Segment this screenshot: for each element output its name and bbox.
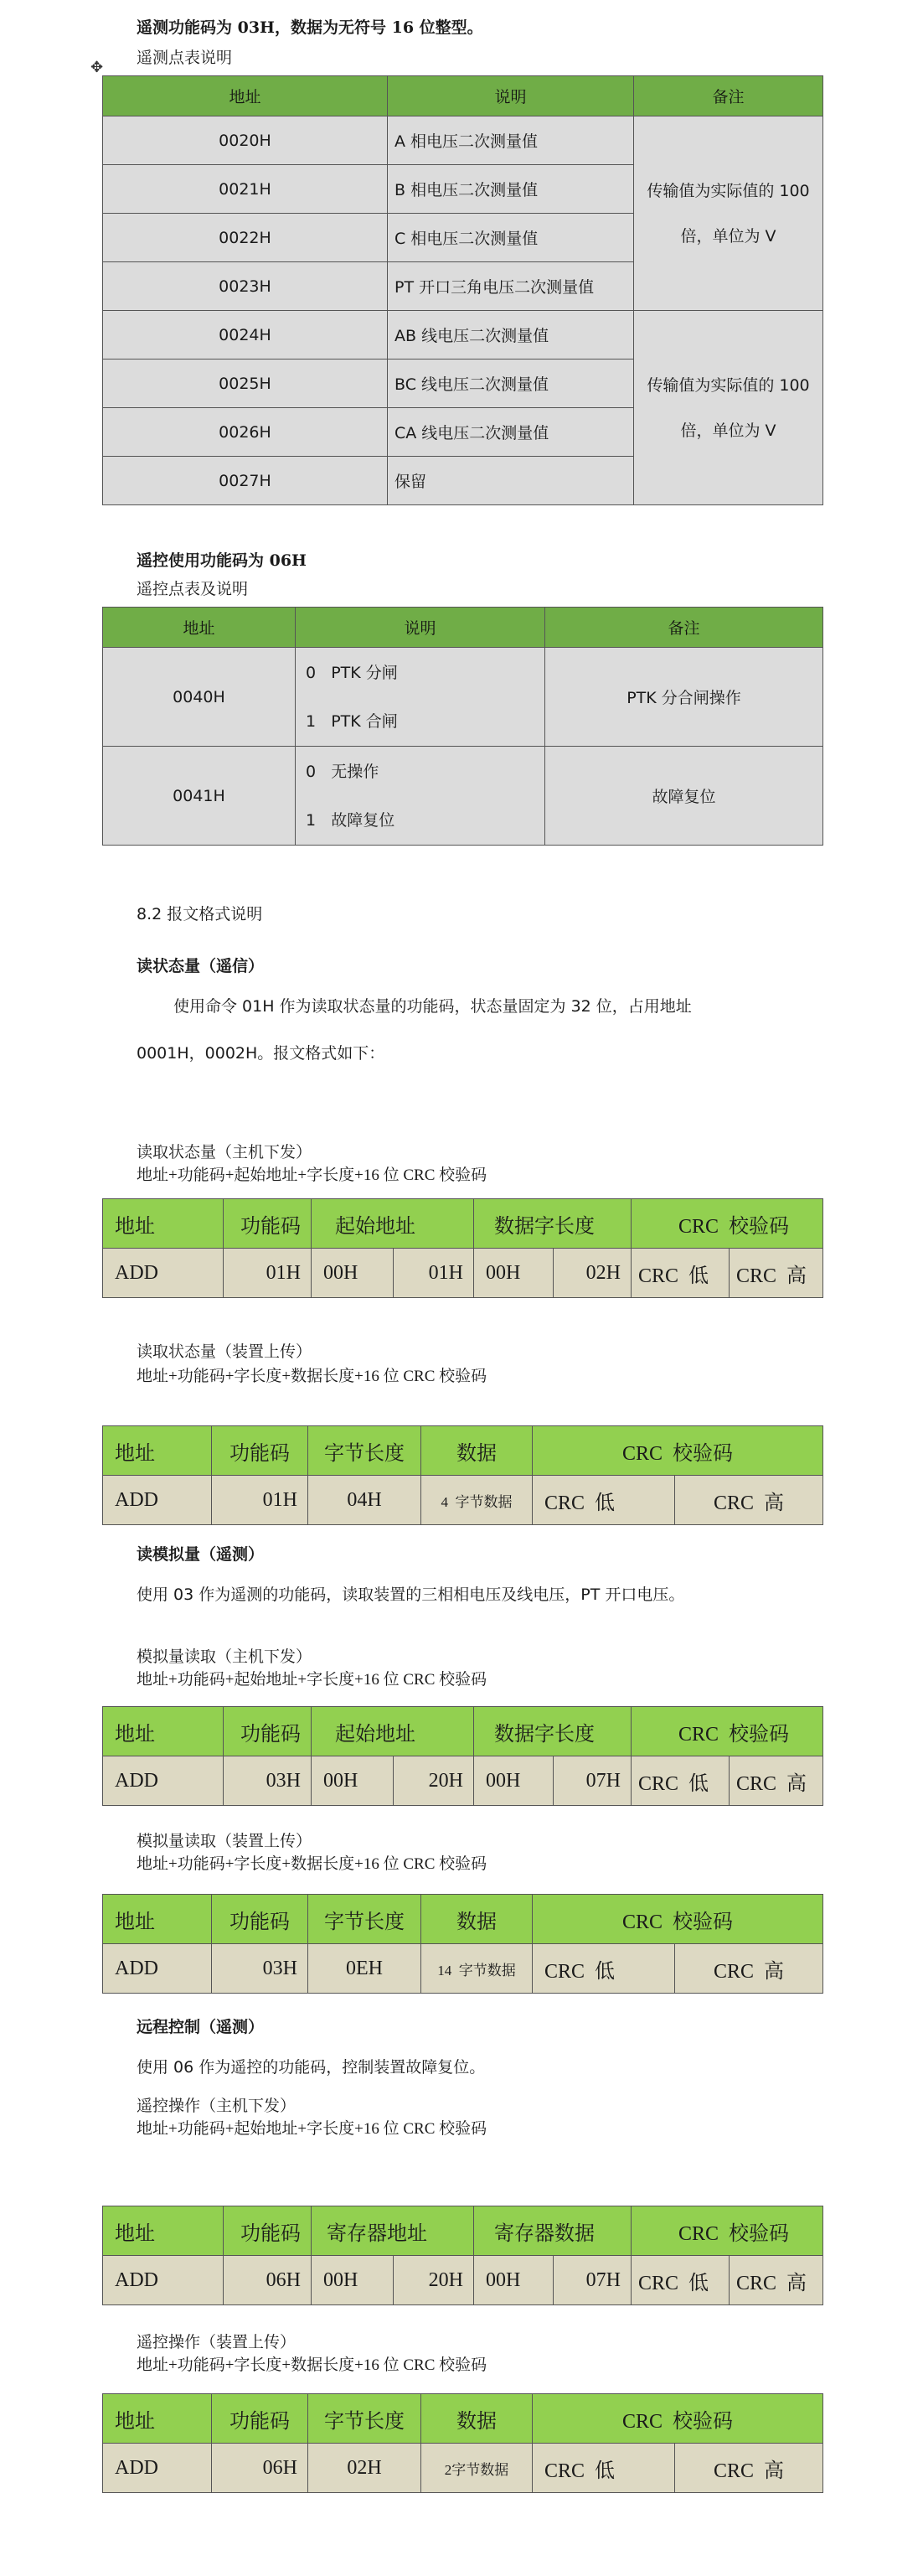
field-function-code: 功能码 xyxy=(224,1199,312,1249)
telemetry-subtitle: 遥测点表说明 xyxy=(137,49,233,67)
field-crc: CRC 校验码 xyxy=(533,2394,823,2444)
cell-description: AB 线电压二次测量值 xyxy=(388,311,634,360)
msg5-frame-table xyxy=(102,2206,823,2305)
table-row xyxy=(103,648,823,747)
field-data: 数据 xyxy=(421,2394,533,2444)
value-data: 14 字节数据 xyxy=(421,1944,533,1994)
field-function-code: 功能码 xyxy=(212,1895,308,1944)
move-handle-icon[interactable]: ✥ xyxy=(90,59,104,76)
field-data: 数据 xyxy=(421,1426,533,1476)
value-data: 4 字节数据 xyxy=(421,1476,533,1525)
value-crc-low: CRC 低 xyxy=(533,1476,675,1525)
value-start-address-hi: 00H xyxy=(312,1249,394,1298)
value-function-code: 01H xyxy=(224,1249,312,1298)
field-start-address: 起始地址 xyxy=(312,1707,474,1756)
value-address: ADD xyxy=(103,2256,224,2305)
msg2-caption-direction: 读取状态量（装置上传） xyxy=(137,1342,312,1361)
value-crc-low: CRC 低 xyxy=(533,1944,675,1994)
option-close: 1 PTK 合闸 xyxy=(306,711,398,731)
cell-description: PT 开口三角电压二次测量值 xyxy=(388,262,634,311)
field-address: 地址 xyxy=(103,1707,224,1756)
value-address: ADD xyxy=(103,1476,212,1525)
cell-remark: 传输值为实际值的 100 倍，单位为 V xyxy=(634,116,823,311)
remote-control-heading: 遥控使用功能码为 06H xyxy=(137,551,307,570)
value-register-address-lo: 20H xyxy=(394,2256,474,2305)
field-crc: CRC 校验码 xyxy=(632,1199,823,1249)
cell-description: 保留 xyxy=(388,457,634,505)
msg2-caption-format: 地址+功能码+字长度+数据长度+16 位 CRC 校验码 xyxy=(137,1368,487,1385)
msg6-caption-format: 地址+功能码+字长度+数据长度+16 位 CRC 校验码 xyxy=(137,2356,487,2374)
cell-description xyxy=(296,648,545,747)
cell-address: 0023H xyxy=(103,262,388,311)
telemetry-heading: 遥测功能码为 03H，数据为无符号 16 位整型。 xyxy=(137,18,483,37)
value-start-address-hi: 00H xyxy=(312,1756,394,1806)
value-byte-length: 04H xyxy=(308,1476,421,1525)
msg1-caption-direction: 读取状态量（主机下发） xyxy=(137,1143,312,1161)
read-status-paragraph-line1: 使用命令 01H 作为读取状态量的功能码，状态量固定为 32 位，占用地址 xyxy=(173,997,692,1016)
cell-description: A 相电压二次测量值 xyxy=(388,116,634,165)
msg6-frame-table xyxy=(102,2393,823,2493)
remote-paragraph: 使用 06 作为遥控的功能码，控制装置故障复位。 xyxy=(137,2058,486,2077)
field-word-length: 数据字长度 xyxy=(474,1199,632,1249)
cell-remark: PTK 分合闸操作 xyxy=(545,648,823,747)
value-function-code: 03H xyxy=(224,1756,312,1806)
read-status-paragraph-line2: 0001H，0002H。报文格式如下： xyxy=(137,1044,385,1063)
field-function-code: 功能码 xyxy=(224,1707,312,1756)
section-title: 8.2 报文格式说明 xyxy=(137,905,263,923)
cell-address: 0025H xyxy=(103,360,388,408)
value-function-code: 06H xyxy=(224,2256,312,2305)
value-address: ADD xyxy=(103,1944,212,1994)
value-crc-low: CRC 低 xyxy=(632,1249,730,1298)
msg2-frame-table xyxy=(102,1425,823,1525)
value-word-length-hi: 00H xyxy=(474,1249,554,1298)
remote-control-table xyxy=(102,607,823,846)
msg3-frame-table xyxy=(102,1706,823,1806)
cell-address: 0022H xyxy=(103,214,388,262)
value-crc-high: CRC 高 xyxy=(730,2256,823,2305)
cell-address: 0040H xyxy=(103,648,296,747)
table-row xyxy=(103,311,823,360)
field-address: 地址 xyxy=(103,1426,212,1476)
field-crc: CRC 校验码 xyxy=(632,1707,823,1756)
field-word-length: 数据字长度 xyxy=(474,1707,632,1756)
msg5-caption-direction: 遥控操作（主机下发） xyxy=(137,2097,296,2115)
cell-address: 0026H xyxy=(103,408,388,457)
remote-heading: 远程控制（遥测） xyxy=(137,2018,265,2036)
col-header-remark: 备注 xyxy=(634,76,823,116)
analog-paragraph: 使用 03 作为遥测的功能码，读取装置的三相相电压及线电压，PT 开口电压。 xyxy=(137,1585,685,1604)
read-status-heading: 读状态量（遥信） xyxy=(137,957,265,975)
msg6-caption-direction: 遥控操作（装置上传） xyxy=(137,2333,296,2351)
analog-heading: 读模拟量（遥测） xyxy=(137,1545,265,1564)
field-function-code: 功能码 xyxy=(212,2394,308,2444)
msg4-frame-table xyxy=(102,1894,823,1994)
field-byte-length: 字节长度 xyxy=(308,1426,421,1476)
cell-address: 0041H xyxy=(103,747,296,846)
cell-description: C 相电压二次测量值 xyxy=(388,214,634,262)
field-address: 地址 xyxy=(103,1199,224,1249)
value-function-code: 06H xyxy=(212,2444,308,2493)
msg4-caption-direction: 模拟量读取（装置上传） xyxy=(137,1832,312,1850)
msg3-caption-direction: 模拟量读取（主机下发） xyxy=(137,1648,312,1666)
col-header-description: 说明 xyxy=(388,76,634,116)
field-address: 地址 xyxy=(103,2206,224,2256)
option-none: 0 无操作 xyxy=(306,762,379,781)
field-data: 数据 xyxy=(421,1895,533,1944)
field-crc: CRC 校验码 xyxy=(533,1426,823,1476)
option-reset: 1 故障复位 xyxy=(306,810,395,830)
col-header-address: 地址 xyxy=(103,76,388,116)
value-word-length-lo: 02H xyxy=(554,1249,632,1298)
value-function-code: 01H xyxy=(212,1476,308,1525)
value-crc-high: CRC 高 xyxy=(675,1944,823,1994)
value-register-data-lo: 07H xyxy=(554,2256,632,2305)
value-function-code: 03H xyxy=(212,1944,308,1994)
value-register-address-hi: 00H xyxy=(312,2256,394,2305)
value-start-address-lo: 01H xyxy=(394,1249,474,1298)
msg3-caption-format: 地址+功能码+起始地址+字长度+16 位 CRC 校验码 xyxy=(137,1671,487,1689)
field-register-address: 寄存器地址 xyxy=(312,2206,474,2256)
col-header-address: 地址 xyxy=(103,608,296,648)
col-header-remark: 备注 xyxy=(545,608,823,648)
cell-description: CA 线电压二次测量值 xyxy=(388,408,634,457)
field-register-data: 寄存器数据 xyxy=(474,2206,632,2256)
field-byte-length: 字节长度 xyxy=(308,1895,421,1944)
field-crc: CRC 校验码 xyxy=(632,2206,823,2256)
field-function-code: 功能码 xyxy=(224,2206,312,2256)
value-data: 2字节数据 xyxy=(421,2444,533,2493)
field-crc: CRC 校验码 xyxy=(533,1895,823,1944)
value-crc-high: CRC 高 xyxy=(730,1756,823,1806)
table-row xyxy=(103,116,823,165)
msg1-caption-format: 地址+功能码+起始地址+字长度+16 位 CRC 校验码 xyxy=(137,1166,487,1184)
value-crc-low: CRC 低 xyxy=(533,2444,675,2493)
value-crc-low: CRC 低 xyxy=(632,1756,730,1806)
value-word-length-lo: 07H xyxy=(554,1756,632,1806)
cell-address: 0021H xyxy=(103,165,388,214)
value-byte-length: 02H xyxy=(308,2444,421,2493)
value-crc-high: CRC 高 xyxy=(675,2444,823,2493)
field-function-code: 功能码 xyxy=(212,1426,308,1476)
field-byte-length: 字节长度 xyxy=(308,2394,421,2444)
value-address: ADD xyxy=(103,1756,224,1806)
msg1-frame-table xyxy=(102,1198,823,1298)
cell-address: 0020H xyxy=(103,116,388,165)
value-crc-low: CRC 低 xyxy=(632,2256,730,2305)
field-start-address: 起始地址 xyxy=(312,1199,474,1249)
cell-description: B 相电压二次测量值 xyxy=(388,165,634,214)
cell-description xyxy=(296,747,545,846)
cell-remark: 传输值为实际值的 100 倍，单位为 V xyxy=(634,311,823,505)
value-address: ADD xyxy=(103,1249,224,1298)
value-crc-high: CRC 高 xyxy=(730,1249,823,1298)
telemetry-table xyxy=(102,75,823,505)
cell-remark: 故障复位 xyxy=(545,747,823,846)
value-byte-length: 0EH xyxy=(308,1944,421,1994)
col-header-description: 说明 xyxy=(296,608,545,648)
value-crc-high: CRC 高 xyxy=(675,1476,823,1525)
field-address: 地址 xyxy=(103,2394,212,2444)
table-row xyxy=(103,747,823,846)
option-open: 0 PTK 分闸 xyxy=(306,663,398,682)
value-start-address-lo: 20H xyxy=(394,1756,474,1806)
cell-address: 0024H xyxy=(103,311,388,360)
msg5-caption-format: 地址+功能码+起始地址+字长度+16 位 CRC 校验码 xyxy=(137,2120,487,2138)
value-word-length-hi: 00H xyxy=(474,1756,554,1806)
field-address: 地址 xyxy=(103,1895,212,1944)
cell-address: 0027H xyxy=(103,457,388,505)
remote-control-subtitle: 遥控点表及说明 xyxy=(137,580,249,598)
value-address: ADD xyxy=(103,2444,212,2493)
msg4-caption-format: 地址+功能码+字长度+数据长度+16 位 CRC 校验码 xyxy=(137,1855,487,1873)
value-register-data-hi: 00H xyxy=(474,2256,554,2305)
cell-description: BC 线电压二次测量值 xyxy=(388,360,634,408)
